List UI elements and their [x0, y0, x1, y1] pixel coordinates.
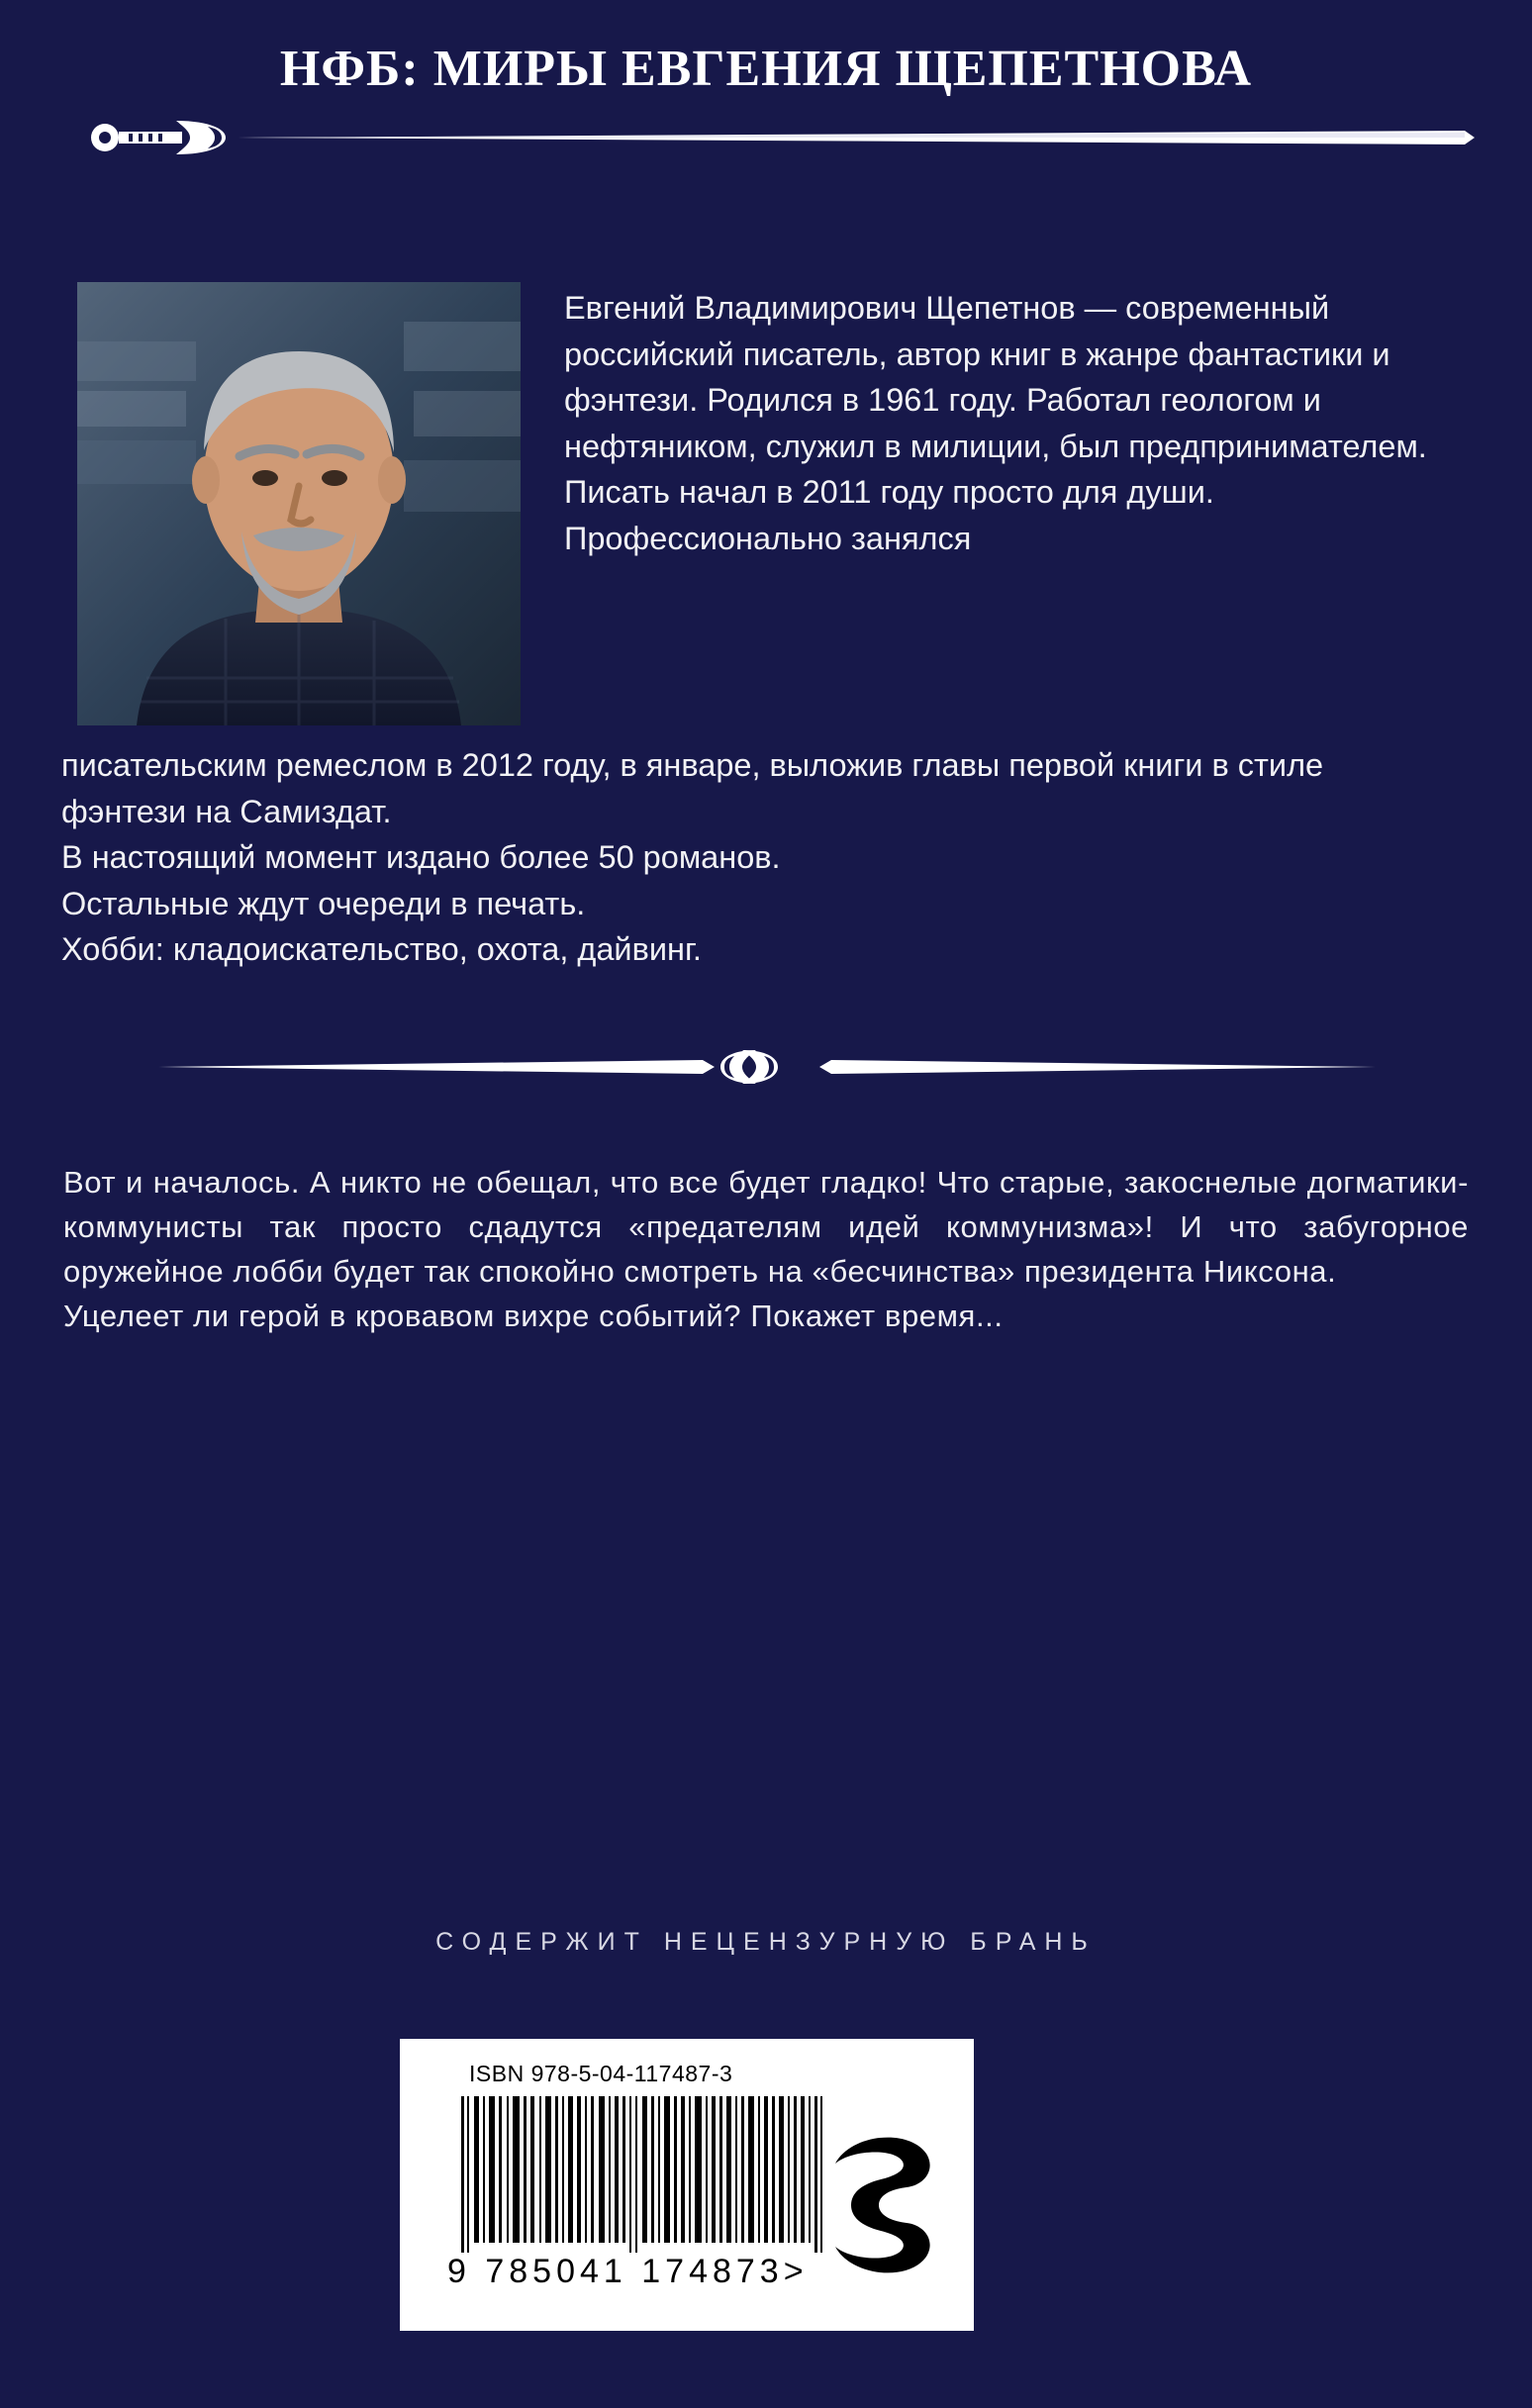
author-bio-line-1: писательским ремеслом в 2012 году, в январе, выложив главы первой книги в стиле фэнтези на Самиздат. [61, 747, 1324, 829]
content-warning: СОДЕРЖИТ НЕЦЕНЗУРНУЮ БРАНЬ [435, 1928, 1097, 1956]
series-title: НФБ: МИРЫ ЕВГЕНИЯ ЩЕПЕТНОВА [279, 41, 1253, 97]
author-bio-main: Евгений Владимирович Щепетнов — современный российский писатель, автор книг в жанре фантастики и фэнтези. Родился в 1961 году. Работал геологом и нефтяником, служил в милиции, был предпринимателем. Писать начал в 2011 году просто для души. [564, 290, 1427, 510]
author-bio-wide [61, 742, 1447, 973]
ean13-suffix: > [783, 2253, 809, 2290]
ean13-barcode-icon [461, 2096, 837, 2255]
barcode-block [400, 2039, 974, 2331]
author-bio-line-2: В настоящий момент издано более 50 романов. [61, 839, 781, 875]
annotation-paragraph-2: Уцелеет ли герой в кровавом вихре событий? Покажет время... [63, 1299, 1004, 1333]
author-bio-line-4: Хобби: кладоискательство, охота, дайвинг. [61, 931, 702, 967]
author-bio-column [564, 285, 1435, 561]
author-portrait-photo [77, 282, 521, 725]
isbn-text: ISBN 978-5-04-117487-3 [469, 2061, 733, 2086]
annotation-paragraph-1: Вот и началось. А никто не обещал, что все будет гладко! Что старые, закоснелые догматики-коммунисты так просто сдадутся «предателям идей коммунизма»! И что забугорное оружейное лобби будет так спокойно смотреть на «бесчинства» президента Никсона. [63, 1165, 1469, 1289]
ean13-number: 9 785041 174873 [447, 2253, 784, 2290]
sword-ornament-icon [59, 117, 1475, 158]
author-bio-tail: Профессионально занялся [564, 520, 972, 556]
ean13-digits [447, 2253, 863, 2291]
series-header [0, 0, 1532, 213]
eksmo-logo-icon [817, 2128, 946, 2276]
author-bio-line-3: Остальные ждут очереди в печать. [61, 885, 586, 921]
double-sword-divider-icon [148, 1044, 1386, 1090]
book-annotation [63, 1160, 1469, 1338]
